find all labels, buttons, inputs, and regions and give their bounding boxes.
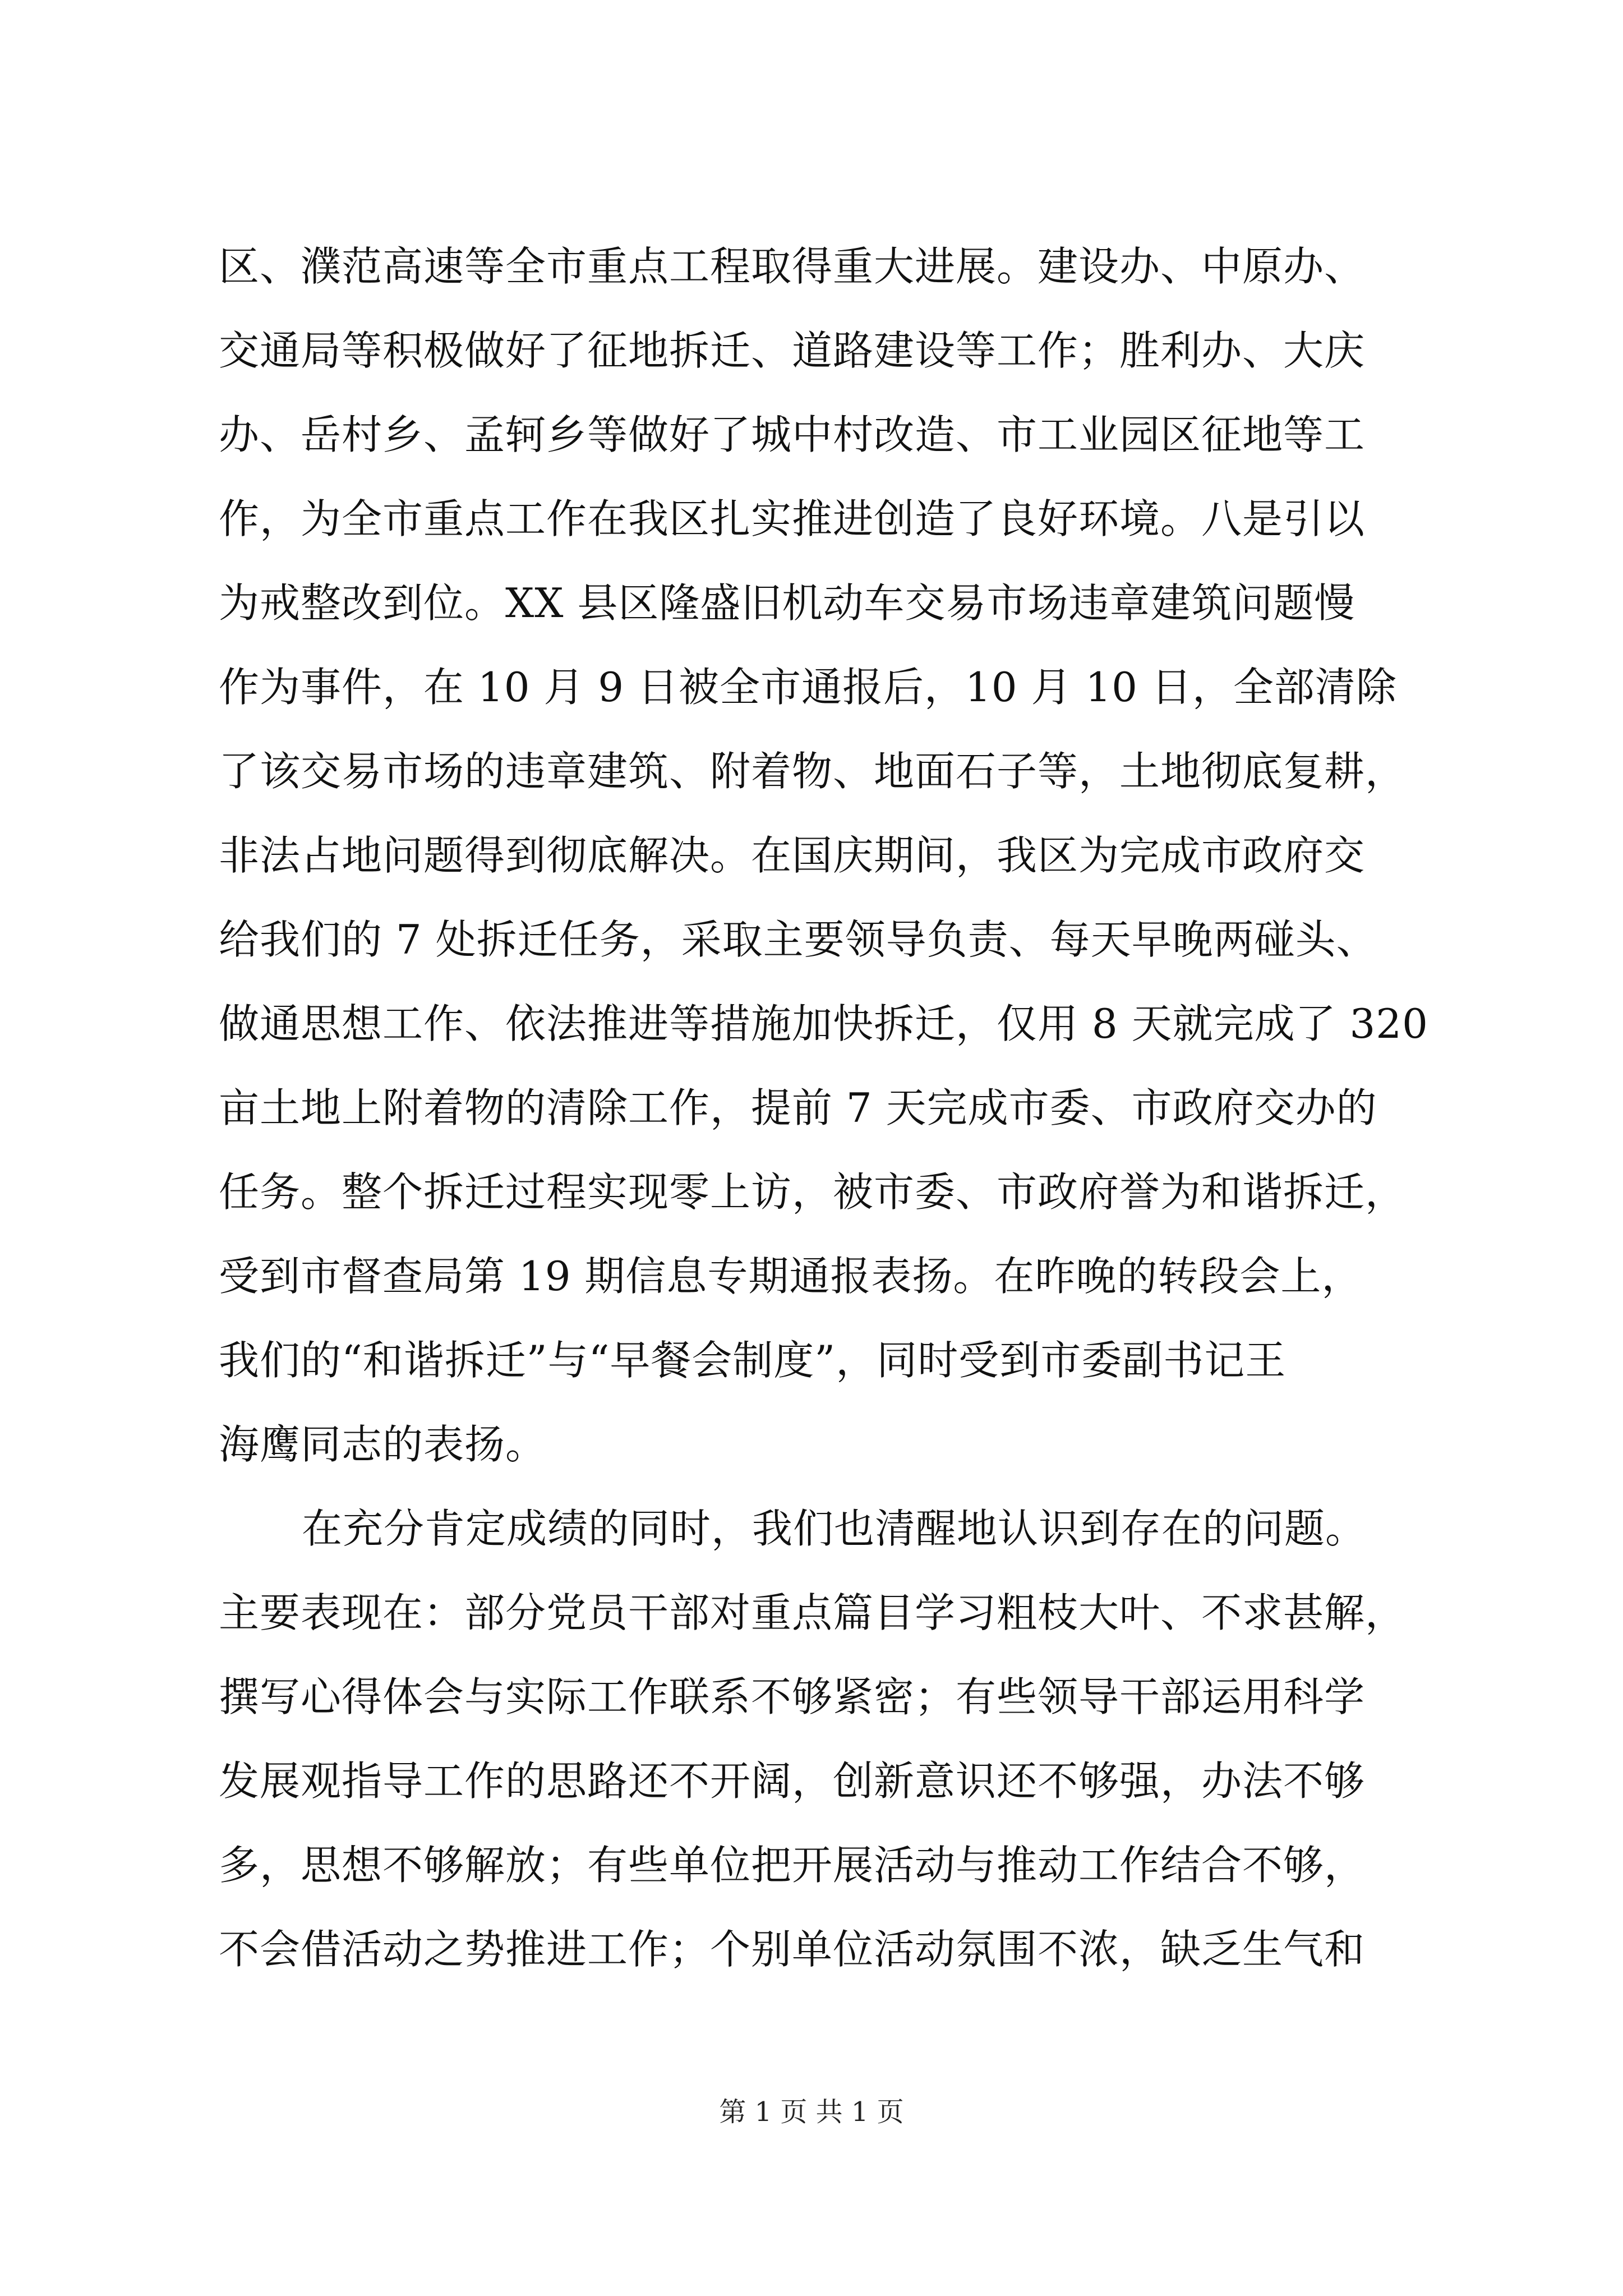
paragraph-line: 区、濮范高速等全市重点工程取得重大进展。建设办、中原办、 <box>219 243 1366 290</box>
paragraph-line: 我们的“和谐拆迁”与“早餐会制度”，同时受到市委副书记王 <box>219 1337 1287 1384</box>
paragraph-line: 多，思想不够解放；有些单位把开展活动与推动工作结合不够， <box>219 1842 1366 1889</box>
paragraph-line: 了该交易市场的违章建筑、附着物、地面石子等，土地彻底复耕， <box>219 748 1407 795</box>
document-body <box>219 224 1428 1991</box>
paragraph-1 <box>219 224 1428 1487</box>
paragraph-line: 发展观指导工作的思路还不开阔，创新意识还不够强，办法不够 <box>219 1757 1366 1805</box>
paragraph-line: 作，为全市重点工作在我区扎实推进创造了良好环境。八是引以 <box>219 495 1366 542</box>
paragraph-line: 做通思想工作、依法推进等措施加快拆迁，仅用 8 天就完成了 320 <box>219 1000 1428 1047</box>
paragraph-line: 非法占地问题得到彻底解决。在国庆期间，我区为完成市政府交 <box>219 832 1366 879</box>
paragraph-line: 作为事件，在 10 月 9 日被全市通报后，10 月 10 日，全部清除 <box>219 664 1397 711</box>
paragraph-line: 亩土地上附着物的清除工作，提前 7 天完成市委、市政府交办的 <box>219 1084 1377 1131</box>
paragraph-line: 主要表现在：部分党员干部对重点篇目学习粗枝大叶、不求甚解， <box>219 1589 1407 1636</box>
paragraph-line: 任务。整个拆迁过程实现零上访，被市委、市政府誉为和谐拆迁， <box>219 1168 1407 1216</box>
paragraph-line: 海鹰同志的表扬。 <box>219 1421 547 1468</box>
paragraph-line: 办、岳村乡、孟轲乡等做好了城中村改造、市工业园区征地等工 <box>219 411 1366 458</box>
paragraph-line: 撰写心得体会与实际工作联系不够紧密；有些领导干部运用科学 <box>219 1673 1366 1720</box>
paragraph-line: 为戒整改到位。XX 县区隆盛旧机动车交易市场违章建筑问题慢 <box>219 579 1355 627</box>
paragraph-line: 受到市督查局第 19 期信息专期通报表扬。在昨晚的转段会上， <box>219 1253 1363 1300</box>
paragraph-line: 在充分肯定成绩的同时，我们也清醒地认识到存在的问题。 <box>302 1505 1367 1552</box>
page-number-label: 第 1 页 共 1 页 <box>719 2096 904 2128</box>
paragraph-2 <box>219 1487 1413 1991</box>
paragraph-line: 不会借活动之势推进工作；个别单位活动氛围不浓，缺乏生气和 <box>219 1926 1366 1973</box>
paragraph-line: 给我们的 7 处拆迁任务，采取主要领导负责、每天早晚两碰头、 <box>219 916 1377 963</box>
paragraph-line: 交通局等积极做好了征地拆迁、道路建设等工作；胜利办、大庆 <box>219 327 1366 374</box>
page-footer <box>0 2095 1623 2129</box>
